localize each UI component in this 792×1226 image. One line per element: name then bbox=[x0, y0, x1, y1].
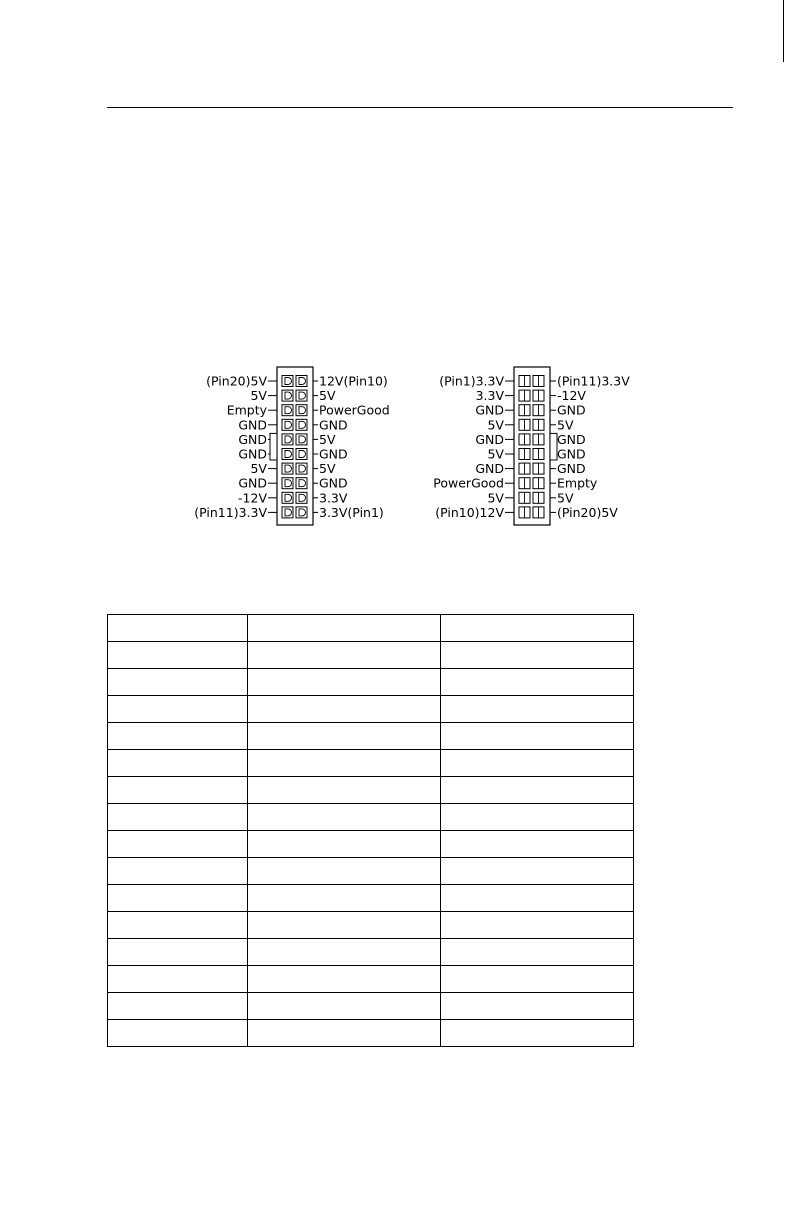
table-cell bbox=[108, 669, 248, 696]
table-cell bbox=[441, 669, 634, 696]
left-pin-label: GND bbox=[238, 446, 267, 462]
left-pin-label: 5V bbox=[487, 446, 504, 462]
table-cell bbox=[441, 912, 634, 939]
left-pin-label: -12V bbox=[238, 490, 267, 506]
left-pin-label: GND bbox=[238, 475, 267, 491]
table-cell bbox=[248, 966, 441, 993]
table-row bbox=[108, 939, 634, 966]
table-cell bbox=[441, 939, 634, 966]
table-cell bbox=[441, 615, 634, 642]
left-pin-label: 5V bbox=[250, 388, 267, 404]
table-cell bbox=[108, 696, 248, 723]
table-row bbox=[108, 723, 634, 750]
table-cell bbox=[108, 642, 248, 669]
table-cell bbox=[248, 696, 441, 723]
pin-shape bbox=[285, 465, 292, 472]
left-pin-label: 5V bbox=[250, 461, 267, 477]
atx-power-connector-diagram bbox=[0, 360, 792, 535]
left-pin-label: 5V bbox=[487, 417, 504, 433]
left-pin-label: 3.3V bbox=[475, 388, 504, 404]
right-pin-label: 5V bbox=[319, 461, 336, 477]
table-cell bbox=[441, 966, 634, 993]
right-pin-label: PowerGood bbox=[319, 402, 390, 418]
table-cell bbox=[441, 723, 634, 750]
table-row bbox=[108, 858, 634, 885]
right-pin-label: GND bbox=[557, 402, 586, 418]
table-cell bbox=[108, 912, 248, 939]
left-pin-label: GND bbox=[475, 431, 504, 447]
right-pin-label: GND bbox=[319, 417, 348, 433]
left-pin-label: 5V bbox=[487, 490, 504, 506]
table-cell bbox=[248, 993, 441, 1020]
table-row bbox=[108, 831, 634, 858]
table-row bbox=[108, 696, 634, 723]
pin-shape bbox=[285, 392, 292, 399]
table-cell bbox=[441, 885, 634, 912]
table-cell bbox=[108, 804, 248, 831]
right-pin-label: 3.3V(Pin1) bbox=[319, 504, 384, 520]
header-rule bbox=[107, 107, 733, 108]
table-cell bbox=[248, 858, 441, 885]
right-pin-label: (Pin11)3.3V bbox=[557, 373, 630, 389]
table-cell bbox=[248, 1020, 441, 1047]
table-cell bbox=[248, 642, 441, 669]
table-row bbox=[108, 912, 634, 939]
left-pin-label: GND bbox=[238, 417, 267, 433]
table-cell bbox=[248, 777, 441, 804]
right-pin-label: Empty bbox=[557, 475, 598, 491]
left-pin-label: (Pin1)3.3V bbox=[439, 373, 504, 389]
pin-shape bbox=[299, 392, 306, 399]
pin-shape bbox=[299, 378, 306, 385]
table-cell bbox=[248, 939, 441, 966]
table-cell bbox=[441, 804, 634, 831]
table-cell bbox=[441, 831, 634, 858]
connector-drawing bbox=[0, 360, 792, 535]
pin-shape bbox=[299, 480, 306, 487]
right-pin-label: GND bbox=[557, 446, 586, 462]
right-pin-label: 12V(Pin10) bbox=[319, 373, 388, 389]
table-cell bbox=[108, 777, 248, 804]
left-pin-label: Empty bbox=[226, 402, 267, 418]
table-cell bbox=[441, 1020, 634, 1047]
left-pin-label: (Pin11)3.3V bbox=[194, 504, 267, 520]
pin-shape bbox=[299, 494, 306, 501]
table-row bbox=[108, 993, 634, 1020]
page-edge-mark bbox=[783, 0, 784, 62]
pin-shape bbox=[285, 451, 292, 458]
right-pin-label: 5V bbox=[557, 417, 574, 433]
table-cell bbox=[441, 642, 634, 669]
pin-shape bbox=[285, 407, 292, 414]
connector-latch bbox=[550, 433, 557, 460]
table-cell bbox=[248, 912, 441, 939]
table-row bbox=[108, 1020, 634, 1047]
table-row bbox=[108, 777, 634, 804]
pin-shape bbox=[285, 421, 292, 428]
right-pin-label: (Pin20)5V bbox=[557, 504, 618, 520]
table-cell bbox=[108, 831, 248, 858]
right-pin-label: GND bbox=[557, 461, 586, 477]
table-cell bbox=[441, 777, 634, 804]
pin-shape bbox=[299, 436, 306, 443]
table-cell bbox=[108, 615, 248, 642]
pin-shape bbox=[285, 436, 292, 443]
right-pin-label: -12V bbox=[557, 388, 586, 404]
table-cell bbox=[248, 723, 441, 750]
right-pin-label: 5V bbox=[557, 490, 574, 506]
table-cell bbox=[441, 993, 634, 1020]
right-pin-label: GND bbox=[319, 446, 348, 462]
table-cell bbox=[248, 885, 441, 912]
table-cell bbox=[108, 966, 248, 993]
pin-shape bbox=[285, 509, 292, 516]
table-row bbox=[108, 750, 634, 777]
table-row bbox=[108, 885, 634, 912]
table-cell bbox=[248, 669, 441, 696]
left-pin-label: (Pin10)12V bbox=[435, 504, 504, 520]
pin-shape bbox=[299, 465, 306, 472]
table-row bbox=[108, 669, 634, 696]
table-cell bbox=[248, 615, 441, 642]
table-cell bbox=[248, 750, 441, 777]
pin-shape bbox=[299, 421, 306, 428]
table-cell bbox=[441, 750, 634, 777]
pin-shape bbox=[285, 494, 292, 501]
right-pin-label: 3.3V bbox=[319, 490, 348, 506]
pin-shape bbox=[299, 451, 306, 458]
pin-shape bbox=[299, 407, 306, 414]
table-cell bbox=[108, 858, 248, 885]
table-cell bbox=[108, 723, 248, 750]
table-cell bbox=[248, 804, 441, 831]
right-pin-label: 5V bbox=[319, 388, 336, 404]
connector-latch bbox=[270, 433, 277, 460]
pin-assignment-table bbox=[107, 614, 634, 1047]
table-cell bbox=[108, 885, 248, 912]
pin-shape bbox=[285, 480, 292, 487]
left-pin-label: GND bbox=[475, 402, 504, 418]
table-cell bbox=[108, 1020, 248, 1047]
pin-shape bbox=[285, 378, 292, 385]
right-pin-label: GND bbox=[319, 475, 348, 491]
right-pin-label: GND bbox=[557, 431, 586, 447]
pin-shape bbox=[299, 509, 306, 516]
table-cell bbox=[108, 939, 248, 966]
table-row bbox=[108, 642, 634, 669]
table-row bbox=[108, 966, 634, 993]
table-cell bbox=[108, 750, 248, 777]
table-cell bbox=[108, 993, 248, 1020]
table-cell bbox=[248, 831, 441, 858]
table-row bbox=[108, 615, 634, 642]
right-pin-label: 5V bbox=[319, 431, 336, 447]
left-pin-label: (Pin20)5V bbox=[206, 373, 267, 389]
left-pin-label: GND bbox=[238, 431, 267, 447]
left-pin-label: GND bbox=[475, 461, 504, 477]
table-cell bbox=[441, 858, 634, 885]
left-pin-label: PowerGood bbox=[433, 475, 504, 491]
table-cell bbox=[441, 696, 634, 723]
table-row bbox=[108, 804, 634, 831]
